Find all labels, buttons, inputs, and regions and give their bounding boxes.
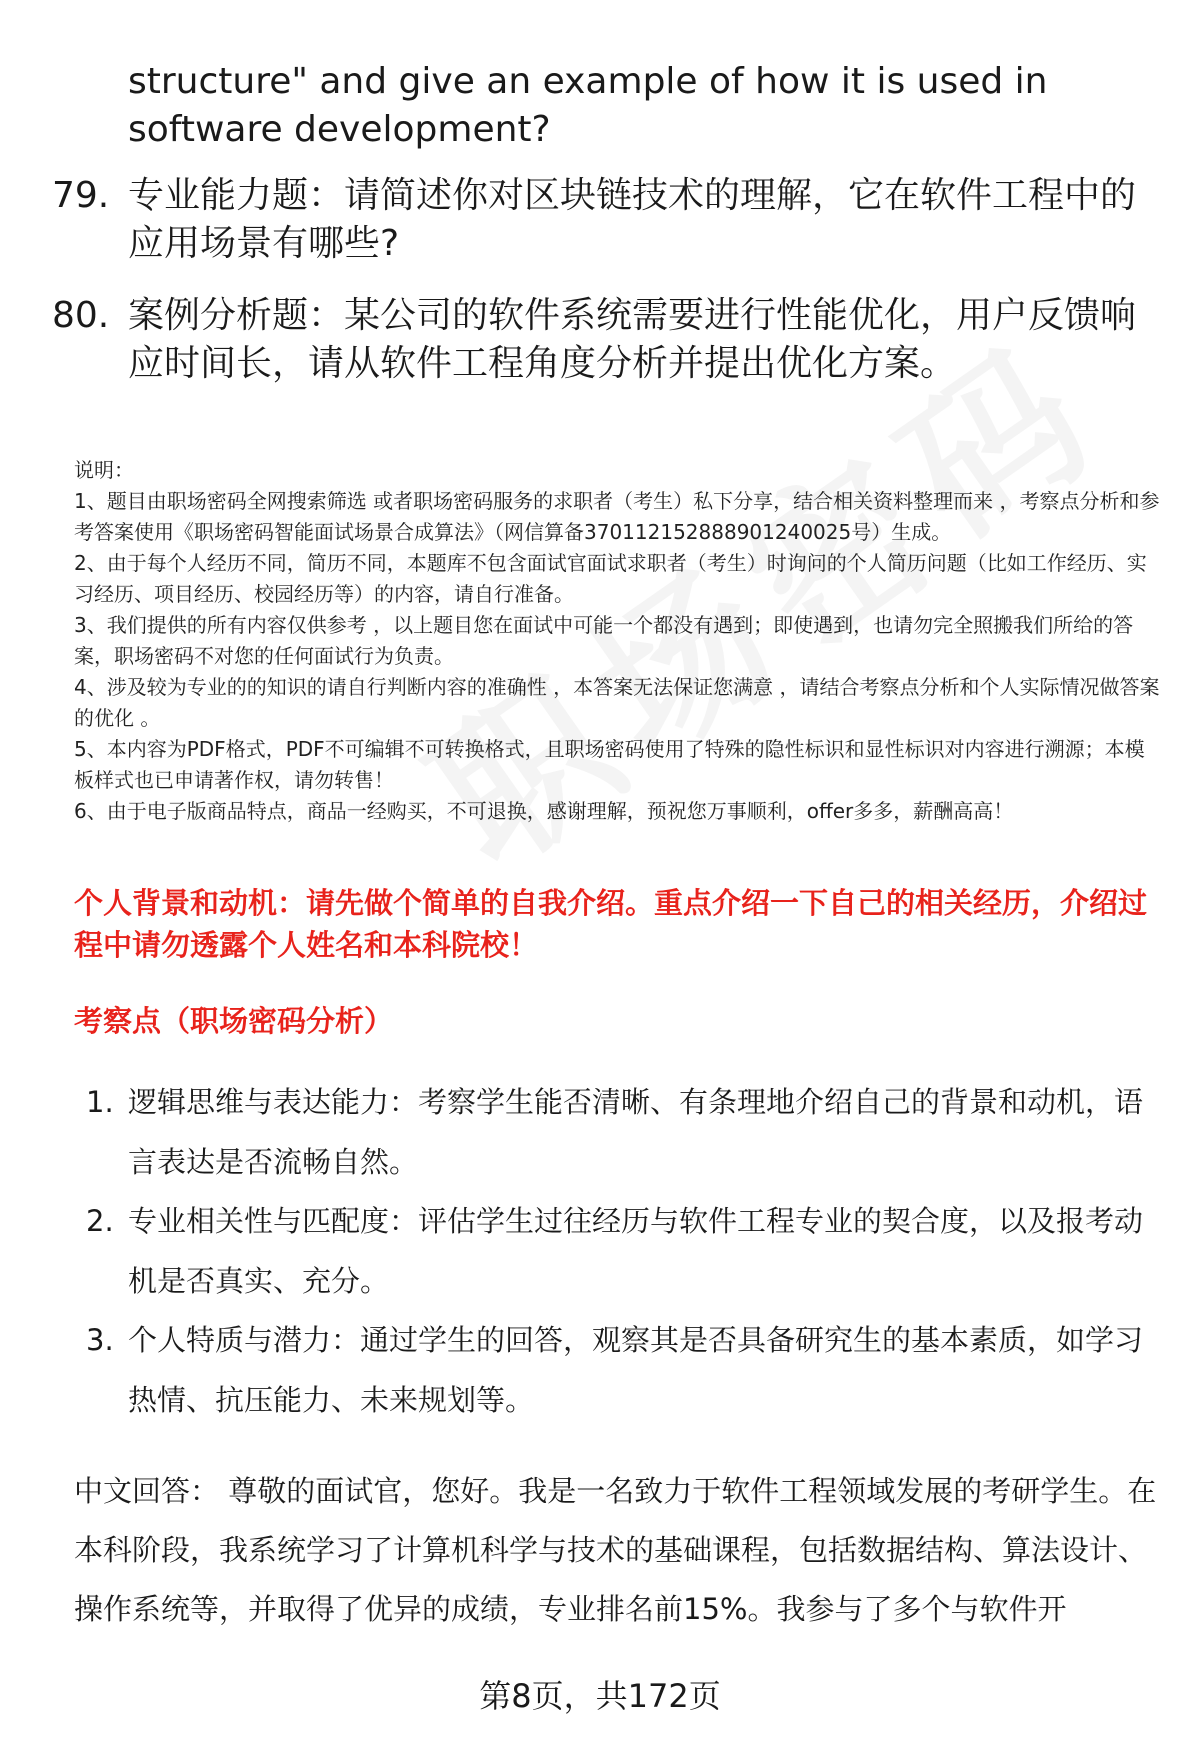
point-text: 逻辑思维与表达能力：考察学生能否清晰、有条理地介绍自己的背景和动机，语言表达是否流畅自然。 [128,1085,1144,1179]
answer-text: 尊敬的面试官，您好。我是一名致力于软件工程领域发展的考研学生。在本科阶段，我系统学习了计算机科学与技术的基础课程，包括数据结构、算法设计、操作系统等，并取得了优异的成绩，专业排名前15%。我参与了多个与软件开 [74,1474,1157,1626]
note-item: 3、我们提供的所有内容仅供参考 ，以上题目您在面试中可能一个都没有遇到；即使遇到，也请勿完全照搬我们所给的答案，职场密码不对您的任何面试行为负责。 [74,613,1134,668]
question-80 [52,292,1152,388]
section-title: 个人背景和动机：请先做个简单的自我介绍。重点介绍一下自己的相关经历，介绍过程中请勿透露个人姓名和本科院校！ [74,886,1148,962]
assessment-point [86,1072,1156,1192]
question-text: 案例分析题：某公司的软件系统需要进行性能优化，用户反馈响应时间长，请从软件工程角度分析并提出优化方案。 [128,295,1137,384]
assessment-point [86,1191,1156,1311]
question-79 [52,172,1152,268]
question-text: 专业能力题：请简述你对区块链技术的理解，它在软件工程中的应用场景有哪些? [128,175,1137,264]
notes-section [74,455,1164,827]
notes-heading: 说明： [74,458,134,482]
assessment-title: 考察点（职场密码分析） [74,1004,394,1038]
point-number: 1. [86,1085,114,1119]
note-item: 4、涉及较为专业的的知识的请自行判断内容的准确性 ，本答案无法保证您满意 ，请结合考察点分析和个人实际情况做答案的优化 。 [74,675,1160,730]
question-number: 80. [52,295,110,336]
point-number: 2. [86,1204,114,1238]
note-item: 6、由于电子版商品特点，商品一经购买，不可退换，感谢理解，预祝您万事顺利，offer多多，薪酬高高！ [74,799,1014,823]
note-item: 5、本内容为PDF格式，PDF不可编辑不可转换格式，且职场密码使用了特殊的隐性标识和显性标识对内容进行溯源；本模板样式也已申请著作权，请勿转售！ [74,737,1145,792]
note-item: 2、由于每个人经历不同，简历不同，本题库不包含面试官面试求职者（考生）时询问的个人简历问题（比如工作经历、实习经历、项目经历、校园经历等）的内容，请自行准备。 [74,551,1147,606]
answer-paragraph [74,1462,1164,1639]
point-text: 专业相关性与匹配度：评估学生过往经历与软件工程专业的契合度，以及报考动机是否真实、充分。 [128,1204,1144,1298]
point-number: 3. [86,1323,114,1357]
assessment-point [86,1310,1156,1430]
note-item: 1、题目由职场密码全网搜索筛选 或者职场密码服务的求职者（考生）私下分享，结合相关资料整理而来 ，考察点分析和参考答案使用《职场密码智能面试场景合成算法》（网信算备370112152888901240025号）生成。 [74,489,1160,544]
page-footer: 第8页，共172页 [479,1677,721,1715]
previous-question-continuation: structure" and give an example of how it is used in software development? [128,61,1048,150]
question-number: 79. [52,175,110,216]
point-text: 个人特质与潜力：通过学生的回答，观察其是否具备研究生的基本素质，如学习热情、抗压能力、未来规划等。 [128,1323,1144,1417]
answer-label: 中文回答： [74,1474,220,1508]
